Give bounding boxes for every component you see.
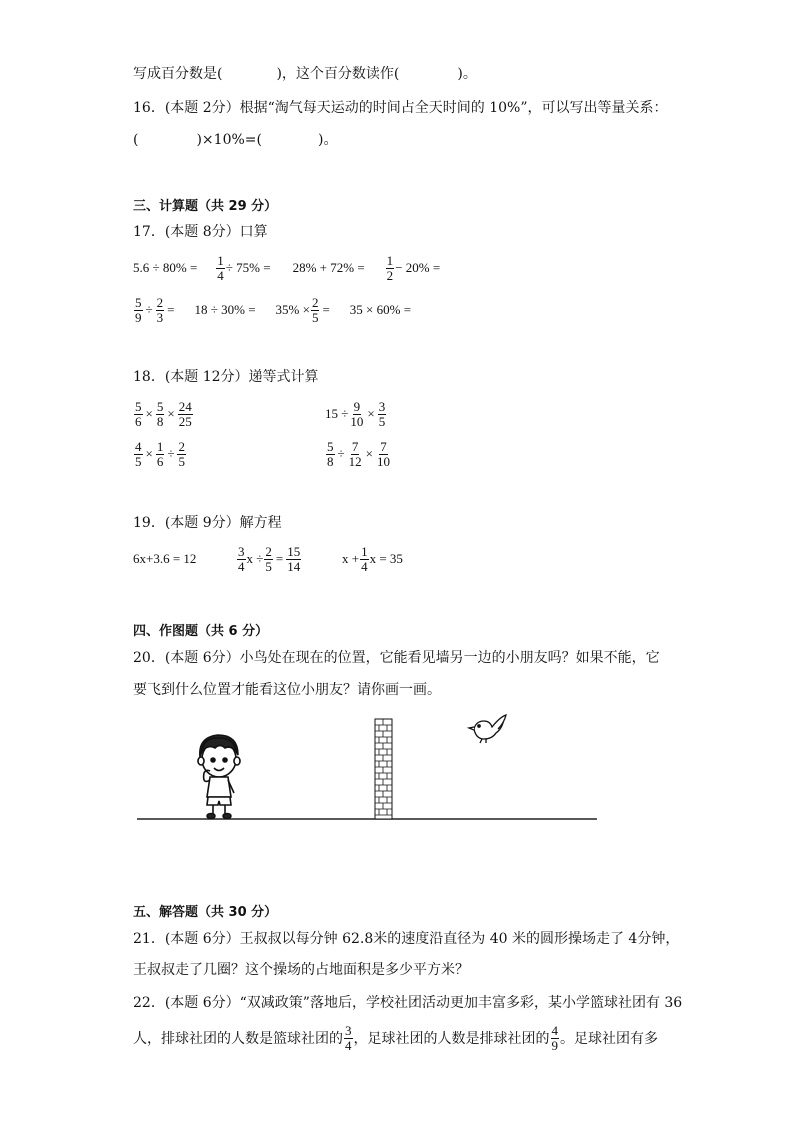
q20-line-1: 20．(本题 6分）小鸟处在现在的位置，它能看见墙另一边的小朋友吗？如果不能，它	[133, 650, 660, 666]
fraction: $\frac{7}{12}$	[348, 438, 362, 469]
section-title-calculation: 三、计算题（共 29 分）	[133, 199, 278, 214]
q19-equation-1: 6x+3.6 = 12	[133, 551, 197, 566]
fraction: $\frac{3}{4}$	[238, 543, 245, 574]
q17-title: 17．(本题 8分）口算	[133, 224, 268, 240]
fraction: $\frac{2}{3}$	[156, 294, 164, 325]
boy-figure	[198, 735, 240, 819]
fraction: $\frac{5}{9}$	[135, 294, 142, 325]
fraction: $\frac{7}{10}$	[376, 438, 390, 469]
fraction: $\frac{5}{8}$	[156, 398, 164, 429]
section-title-drawing: 四、作图题（共 6 分）	[133, 624, 269, 639]
q21-line-2: 王叔叔走了几圈？这个操场的占地面积是多少平方米？	[133, 962, 469, 978]
fraction: $\frac{1}{4}$	[217, 252, 224, 283]
fraction: $\frac{5}{8}$	[327, 438, 334, 469]
fraction: $\frac{5}{6}$	[135, 398, 142, 429]
oral-item: 18 ÷ 30% =	[194, 302, 256, 317]
fraction: $\frac{2}{5}$	[178, 438, 185, 469]
fraction: $\frac{1}{6}$	[156, 438, 164, 469]
fraction: $\frac{9}{10}$	[350, 398, 364, 429]
q18-expr-1: $\frac{5}{6}$ × $\frac{5}{8}$ × $\frac{24}{25}$	[135, 398, 192, 429]
fraction: $\frac{2}{5}$	[265, 543, 272, 574]
fraction: $\frac{4}{5}$	[135, 438, 142, 469]
oral-item: 35 × 60% =	[349, 302, 412, 317]
q22-line-1: 22．(本题 6分）“双减政策”落地后，学校社团活动更加丰富多彩，某小学篮球社团有 36	[133, 995, 683, 1011]
q18-expr-3: $\frac{4}{5}$ × $\frac{1}{6}$ ÷ $\frac{2}{5}$	[135, 438, 185, 469]
q18-expr-2: 15 ÷ $\frac{9}{10}$ × $\frac{3}{5}$	[325, 398, 386, 429]
q17-row-1	[133, 250, 440, 286]
q20-line-2: 要飞到什么位置才能看这位小朋友？请你画一画。	[133, 682, 441, 698]
fraction: $\frac{24}{25}$	[178, 398, 192, 429]
fraction: $\frac{1}{2}$	[386, 252, 394, 283]
q18-expr-4: $\frac{5}{8}$ ÷ $\frac{7}{12}$ × $\frac{7}{10}$	[327, 438, 390, 469]
q16-question: 16．(本题 2分）根据“淘气每天运动的时间占全天时间的 10%”，可以写出等量关系：	[133, 100, 668, 116]
q16-equation: ( )×10%=( )。	[133, 132, 338, 148]
q19-equation-3: x + $\frac{1}{4}$ x = 35	[342, 543, 403, 574]
q19-title: 19．(本题 9分）解方程	[133, 515, 282, 531]
oral-item: ÷ 75% =	[225, 260, 271, 275]
q15-tail: 写成百分数是( )，这个百分数读作( )。	[133, 66, 477, 82]
oral-item: 5.6 ÷ 80% =	[133, 260, 198, 275]
q18-title: 18．(本题 12分）递等式计算	[133, 369, 319, 385]
oral-item: 28% + 72% =	[292, 260, 365, 275]
fraction: $\frac{3}{5}$	[378, 398, 386, 429]
q21-line-1: 21．(本题 6分）王叔叔以每分钟 62.8米的速度沿直径为 40 米的圆形操场走了 4分钟，	[133, 931, 680, 947]
q17-row-2: $\frac{5}{9}$ ÷ $\frac{2}{3}$ = 18 ÷ 30% = 35% × $\frac{2}{5}$ = 35 × 60% =	[135, 294, 412, 325]
q22-line-2: 人，排球社团的人数是篮球社团的 $\frac{3}{4}$ ，足球社团的人数是排球社团的 $\frac{4}{9}$ 。足球社团有多	[133, 1022, 658, 1053]
fraction: $\frac{3}{4}$	[345, 1022, 352, 1053]
fraction: $\frac{1}{4}$	[361, 543, 368, 574]
fraction: $\frac{15}{14}$	[287, 543, 301, 574]
drawing-area[interactable]	[130, 705, 610, 830]
section-title-word-problems: 五、解答题（共 30 分）	[133, 905, 278, 920]
bird-figure	[469, 715, 506, 743]
fraction: $\frac{2}{5}$	[311, 294, 319, 325]
brick-wall	[375, 719, 392, 819]
q19-equation-2: $\frac{3}{4}$ x ÷ $\frac{2}{5}$ = $\frac{15}{14}$	[238, 543, 301, 574]
oral-item: − 20% =	[395, 260, 441, 275]
fraction: $\frac{4}{9}$	[551, 1022, 558, 1053]
